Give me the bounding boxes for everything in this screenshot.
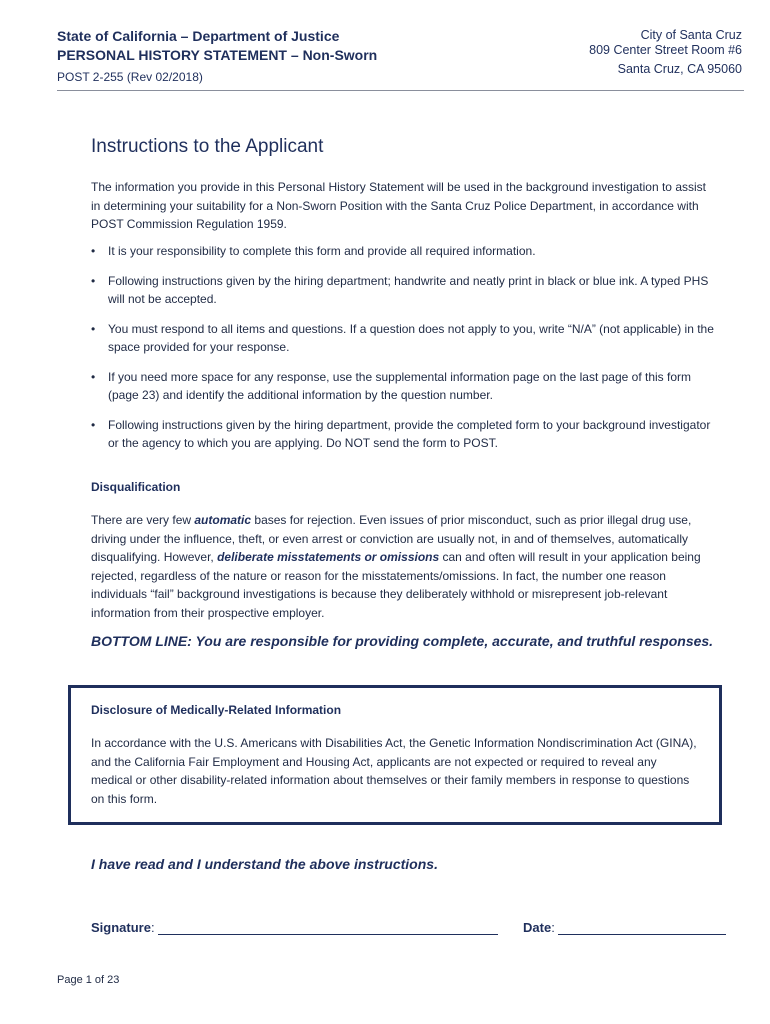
signature-line[interactable]	[158, 920, 498, 935]
disq-emphasis-misstatements: deliberate misstatements or omissions	[217, 550, 440, 564]
form-header	[57, 28, 377, 84]
signature-field[interactable]	[91, 920, 498, 935]
acknowledgement-statement: I have read and I understand the above instructions.	[91, 856, 438, 872]
form-title	[57, 47, 377, 64]
header-divider	[57, 90, 744, 91]
page-title: Instructions to the Applicant	[91, 136, 324, 157]
agency-city: City of Santa Cruz	[640, 28, 742, 42]
form-title-suffix: Non-Sworn	[302, 47, 378, 63]
agency-street: 809 Center Street Room #6	[589, 43, 742, 57]
instruction-item: • If you need more space for any response, use the supplemental information page on the last page of this form (page 23) and identify the additional information by the question number.	[91, 368, 721, 405]
instructions-list	[91, 242, 721, 464]
date-label: Date	[523, 920, 552, 935]
agency-city-state-zip: Santa Cruz, CA 95060	[617, 62, 742, 76]
disclosure-heading: Disclosure of Medically-Related Information	[91, 703, 342, 717]
disclosure-box	[68, 685, 722, 825]
bottom-line-statement: BOTTOM LINE: You are responsible for providing complete, accurate, and truthful responses.	[91, 633, 714, 649]
form-title-prefix: PERSONAL HISTORY STATEMENT –	[57, 47, 303, 63]
intro-paragraph: The information you provide in this Personal History Statement will be used in the background investigation to assist in determining your suitability for a Non-Sworn Position with the Santa Cruz Police Department, in accordance with POST Commission Regulation 1959.	[91, 180, 706, 231]
date-colon: :	[551, 920, 559, 935]
signature-label: Signature	[91, 920, 151, 935]
disq-text-1: There are very few	[91, 513, 195, 527]
agency-title: State of California – Department of Justice	[57, 28, 340, 44]
instruction-item: • You must respond to all items and questions. If a question does not apply to you, write “N/A” (not applicable) in the space provided for your response.	[91, 320, 721, 357]
instruction-item: • Following instructions given by the hiring department; handwrite and neatly print in black or blue ink. A typed PHS will not be accepted.	[91, 272, 721, 309]
form-id: POST 2-255 (Rev 02/2018)	[57, 70, 203, 84]
instruction-item: • Following instructions given by the hiring department, provide the completed form to your background investigator or the agency to which you are applying. Do NOT send the form to POST.	[91, 416, 721, 453]
disq-text-2: bases for rejection. Even issues of prior misconduct, such as prior illegal drug use, driving under the influence, theft, or even arrest or conviction are usually not, in and of themselves, automatically disqualifying. However,	[91, 513, 692, 564]
date-line[interactable]	[558, 920, 726, 935]
page-number: Page 1 of 23	[57, 974, 120, 986]
instruction-item: • It is your responsibility to complete this form and provide all required information.	[91, 242, 721, 261]
disqualification-paragraph	[91, 511, 701, 622]
disq-emphasis-automatic: automatic	[194, 513, 252, 527]
disq-text-3: can and often will result in your application being rejected, regardless of the nature or reason for the misstatements/omissions. In fact, the number one reason individuals “fail” background investigations is because they deliberately withhold or misrepresent job-relevant information from their prospective employer.	[91, 550, 701, 620]
disclosure-body: In accordance with the U.S. Americans with Disabilities Act, the Genetic Information Nondiscrimination Act (GINA), and the California Fair Employment and Housing Act, applicants are not expected or required to reveal any medical or other disability-related information about themselves or their family members in response to questions on this form.	[91, 736, 697, 806]
signature-colon: :	[150, 920, 159, 935]
disqualification-heading: Disqualification	[91, 480, 181, 494]
date-field[interactable]	[523, 920, 726, 935]
agency-address	[589, 28, 742, 77]
